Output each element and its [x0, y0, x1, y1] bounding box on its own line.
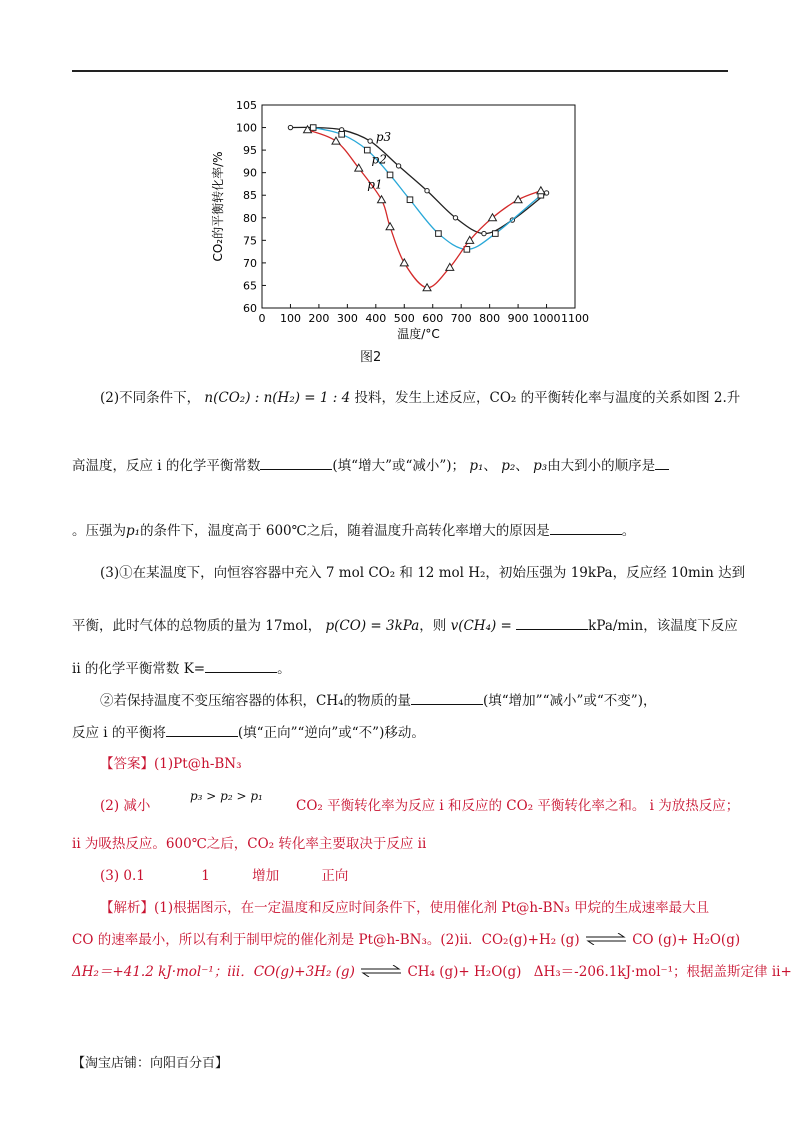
- x-tick-label: 200: [308, 312, 330, 325]
- x-tick-label: 700: [450, 312, 472, 325]
- y-tick-label: 95: [243, 144, 257, 158]
- q3-line-3: ii 的化学平衡常数 K= 。: [72, 658, 291, 679]
- q3-line-1: (3)①在某温度下，向恒容容器中充入 7 mol CO₂ 和 12 mol H₂，初始压强为 19kPa，反应经 10min 达到: [100, 565, 746, 581]
- footer-shop: 【淘宝店铺：向阳百分百】: [72, 1056, 229, 1071]
- x-tick-label: 500: [393, 312, 415, 325]
- x-tick-label: 0: [258, 312, 266, 325]
- data-point-p2: [339, 132, 345, 138]
- data-point-p2: [436, 231, 442, 237]
- data-point-p2: [407, 197, 413, 203]
- series-line-p3: [290, 127, 546, 233]
- data-point-p1: [332, 137, 340, 144]
- answer-blank[interactable]: [166, 722, 238, 737]
- y-tick-label: 100: [236, 121, 257, 135]
- x-axis-label: 温度/°C: [397, 327, 440, 341]
- data-point-p3: [482, 231, 486, 235]
- x-tick-label: 300: [336, 312, 358, 325]
- x-tick-label: 100: [279, 312, 301, 325]
- data-point-p2: [364, 147, 370, 153]
- answer-blank[interactable]: [205, 658, 277, 673]
- series-annotation: p2: [371, 152, 387, 167]
- data-point-p3: [544, 191, 548, 195]
- y-tick-label: 80: [243, 211, 257, 225]
- data-point-p2: [310, 125, 316, 131]
- equilibrium-arrow-icon: [584, 931, 628, 951]
- ratio-formula: n(CO₂) : n(H₂) = 1 : 4: [204, 390, 351, 406]
- answer-blank[interactable]: [411, 690, 483, 705]
- q3-line-2: 平衡，此时气体的总物质的量为 17mol， p(CO) = 3kPa，则 v(CH₄) = kPa/min，该温度下反应: [72, 615, 738, 636]
- y-tick-label: 65: [243, 279, 257, 293]
- conversion-chart: [200, 95, 600, 345]
- answer-blank[interactable]: [550, 520, 622, 535]
- y-tick-label: 105: [236, 99, 257, 112]
- series-annotation: p3: [375, 130, 392, 145]
- y-tick-label: 75: [243, 234, 257, 248]
- series-annotation: p1: [367, 177, 383, 192]
- figure-caption: 图2: [360, 350, 382, 365]
- data-point-p1: [386, 223, 394, 230]
- answer-line-2b: CO₂ 平衡转化率为反应 i 和反应的 CO₂ 平衡转化率之和。 i 为放热反应；: [296, 798, 740, 814]
- y-tick-label: 85: [243, 189, 257, 203]
- data-point-p2: [493, 231, 499, 237]
- data-point-p1: [537, 187, 545, 194]
- q3-line-4: ②若保持温度不变压缩容器的体积，CH₄的物质的量 (填“增加”“减小”或“不变”)，: [100, 690, 656, 711]
- q3-line-5: 反应 i 的平衡将 (填“正向”“逆向”或“不”)移动。: [72, 722, 425, 743]
- x-tick-label: 400: [365, 312, 387, 325]
- data-point-p1: [378, 196, 386, 203]
- answer-blank[interactable]: [260, 455, 332, 470]
- analysis-line-3: ΔH₂＝+41.2 kJ·mol⁻¹；iii．CO(g)+3H₂ (g) CH₄ (g)+ H₂O(g) ΔH₃＝-206.1kJ·mol⁻¹；根据盖斯定律 ii+: [72, 962, 792, 983]
- x-tick-label: 900: [507, 312, 529, 325]
- equilibrium-arrow-icon: [359, 963, 403, 983]
- data-point-p3: [368, 139, 372, 143]
- header-rule: [72, 70, 728, 72]
- x-tick-label: 600: [422, 312, 444, 325]
- data-point-p1: [400, 259, 408, 266]
- q2-line-2: 高温度，反应 i 的化学平衡常数 (填“增大”或“减小”)； p₁、 p₂、 p₃由大到小的顺序是: [72, 455, 669, 476]
- data-point-p3: [453, 216, 457, 220]
- y-tick-label: 70: [243, 256, 257, 270]
- x-tick-label: 1000: [532, 312, 561, 325]
- analysis-line-2: CO 的速率最小，所以有利于制甲烷的催化剂是 Pt@h-BN₃。(2)ii．CO₂(g)+H₂ (g) CO (g)+ H₂O(g): [72, 930, 740, 951]
- data-point-p2: [387, 172, 393, 178]
- y-axis-label: CO₂的平衡转化率/%: [211, 151, 225, 262]
- chart-axes: [210, 99, 589, 341]
- data-point-p1: [514, 196, 522, 203]
- data-point-p3: [425, 189, 429, 193]
- answer-line-3: ii 为吸热反应。600℃之后，CO₂ 转化率主要取决于反应 ii: [72, 836, 427, 852]
- q2-line-1: (2)不同条件下， n(CO₂) : n(H₂) = 1 : 4 投料，发生上述反应，CO₂ 的平衡转化率与温度的关系如图 2.升: [100, 390, 741, 406]
- answer-line-1: 【答案】(1)Pt@h-BN₃: [100, 756, 242, 772]
- analysis-line-1: 【解析】(1)根据图示，在一定温度和反应时间条件下，使用催化剂 Pt@h-BN₃ 甲烷的生成速率最大且: [100, 900, 710, 916]
- y-tick-label: 60: [243, 302, 257, 315]
- answer-line-2: (2) 减小: [100, 798, 151, 814]
- answer-blank[interactable]: [655, 455, 669, 470]
- answer-blank[interactable]: [516, 615, 588, 630]
- answer-pressure-order: p₃ > p₂ > p₁: [190, 789, 263, 803]
- y-tick-label: 90: [243, 166, 257, 180]
- data-point-p3: [396, 164, 400, 168]
- series-line-p1: [308, 130, 541, 288]
- x-tick-label: 1100: [561, 312, 589, 325]
- x-tick-label: 800: [479, 312, 501, 325]
- q2-line-3: 。压强为p₁的条件下，温度高于 600℃之后，随着温度升高转化率增大的原因是 。: [72, 520, 635, 541]
- chart-series: [288, 125, 548, 291]
- answer-line-4: (3) 0.1 1 增加 正向: [100, 868, 349, 884]
- data-point-p3: [288, 125, 292, 129]
